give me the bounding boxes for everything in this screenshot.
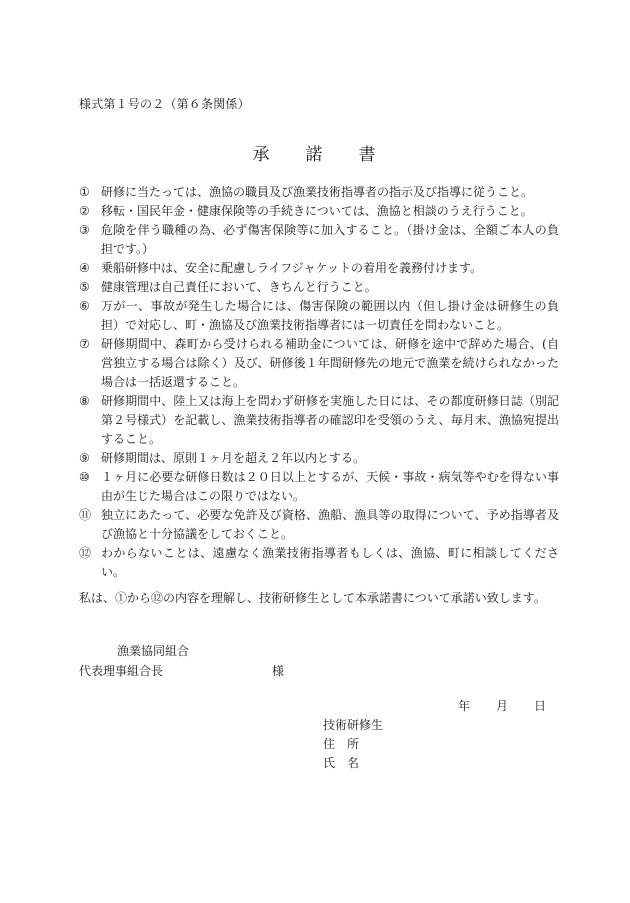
- term-item: [79, 392, 559, 449]
- date-line: [458, 697, 546, 714]
- consent-statement: 私は、①から⑫の内容を理解し、技術研修生として本承諾書について承諾い致します。: [79, 591, 546, 605]
- term-item: [79, 202, 559, 221]
- addressee-organization: 漁業協同組合: [117, 644, 190, 658]
- term-item: [79, 297, 559, 335]
- term-item: [79, 468, 559, 506]
- honorific: 様: [272, 664, 285, 678]
- form-number: 様式第１号の２（第６条関係）: [79, 97, 250, 111]
- term-item: [79, 221, 559, 259]
- term-item: [79, 335, 559, 392]
- term-number: ④: [79, 261, 90, 275]
- term-text: 健康管理は自己責任において、きちんと行うこと。: [101, 280, 377, 294]
- term-number: ①: [79, 185, 90, 199]
- address-label: 住 所: [323, 737, 360, 751]
- term-number: ⑩: [79, 470, 90, 484]
- date-month-label: 月: [496, 699, 509, 713]
- term-text: 研修期間中、森町から受けられる補助金については、研修を途中で辞めた場合、(自営独立する場合は除く）及び、研修後１年間研修先の地元で漁業を続けられなかった場合は一括返還すること。: [101, 337, 559, 389]
- term-text: 研修期間中、陸上又は海上を問わず研修を実施した日には、その都度研修日誌（別記第２号様式）を記載し、漁業技術指導者の確認印を受領のうえ、毎月末、漁協宛提出すること。: [101, 394, 559, 446]
- term-number: ⑦: [79, 337, 90, 351]
- date-day-label: 日: [534, 699, 547, 713]
- term-item: [79, 183, 559, 202]
- term-text: 万が一、事故が発生した場合には、傷害保険の範囲以内（但し掛け金は研修生の負担）で対応し、町・漁協及び漁業技術指導者には一切責任を問わないこと。: [101, 299, 559, 332]
- term-text: 独立にあたって、必要な免許及び資格、漁船、漁具等の取得について、予め指導者及び漁協と十分協議をしておくこと。: [101, 508, 559, 541]
- term-number: ⑤: [79, 280, 90, 294]
- name-label: 氏 名: [323, 756, 360, 770]
- date-year-label: 年: [458, 699, 471, 713]
- term-number: ⑫: [79, 546, 92, 560]
- term-item: [79, 259, 559, 278]
- term-number: ⑥: [79, 299, 90, 313]
- term-item: [79, 506, 559, 544]
- term-text: 危険を伴う職種の為、必ず傷害保険等に加入すること。（掛け金は、全額ご本人の負担です。）: [101, 223, 559, 256]
- addressee-title: 代表理事組合長: [79, 664, 164, 678]
- term-text: 研修期間は、原則１ヶ月を超え２年以内とする。: [101, 451, 366, 465]
- title-char: 書: [358, 145, 378, 165]
- term-item: [79, 544, 559, 582]
- term-number: ⑧: [79, 394, 90, 408]
- term-text: 研修に当たっては、漁協の職員及び漁業技術指導者の指示及び指導に従うこと。: [101, 185, 534, 199]
- title-char: 承: [252, 145, 272, 165]
- term-item: [79, 278, 559, 297]
- term-text: 乗船研修中は、安全に配慮しライフジャケットの着用を義務付けます。: [101, 261, 483, 275]
- signer-label: 技術研修生: [323, 718, 384, 732]
- term-item: [79, 449, 559, 468]
- term-text: 移転・国民年金・健康保険等の手続きについては、漁協と相談のうえ行うこと。: [101, 204, 533, 218]
- term-number: ⑪: [79, 508, 92, 522]
- term-number: ②: [79, 204, 90, 218]
- term-text: １ヶ月に必要な研修日数は２０日以上とするが、天候・事故・病気等やむを得ない事由が生じた場合はこの限りではない。: [101, 470, 559, 503]
- term-number: ③: [79, 223, 90, 237]
- terms-list: [79, 183, 559, 582]
- document-title: [0, 140, 630, 165]
- term-text: わからないことは、遠慮なく漁業技術指導者もしくは、漁協、町に相談してください。: [101, 546, 559, 579]
- title-char: 諾: [305, 145, 325, 165]
- term-number: ⑨: [79, 451, 90, 465]
